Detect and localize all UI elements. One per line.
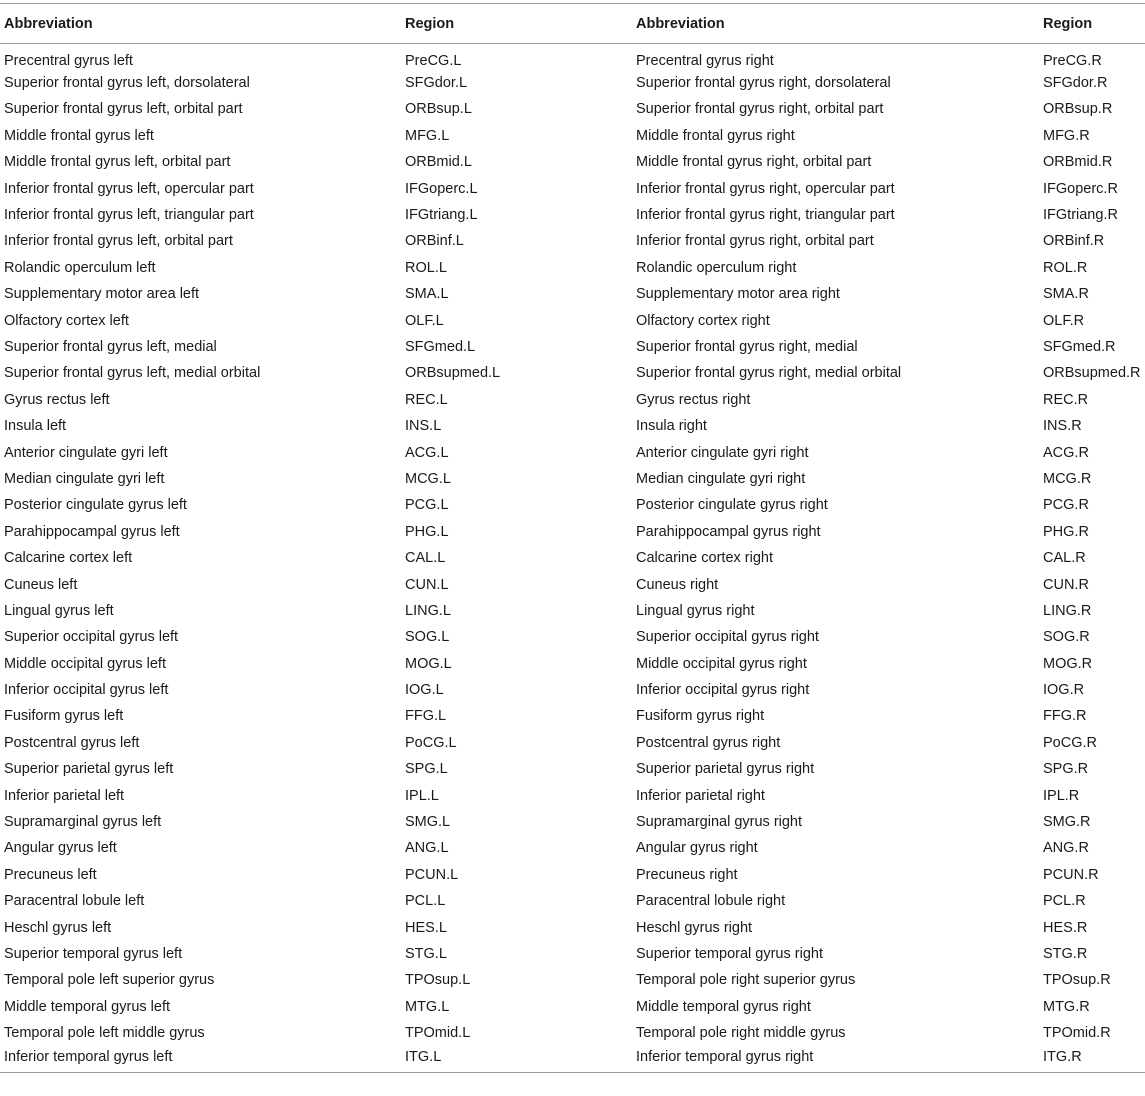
left-abbreviation-cell: LING.L: [405, 602, 451, 619]
left-abbreviation-cell: HES.L: [405, 919, 447, 936]
table-row: [0, 334, 1145, 360]
left-abbreviation-cell: CAL.L: [405, 550, 446, 567]
table-row: [0, 1020, 1145, 1046]
left-abbreviation-cell: MCG.L: [405, 470, 451, 487]
left-abbreviation-cell: CUN.L: [405, 576, 449, 593]
table-row: [0, 545, 1145, 571]
table-row: [0, 994, 1145, 1020]
right-abbreviation-cell: INS.R: [1043, 418, 1082, 435]
table-row: [0, 782, 1145, 808]
header-abbreviation-right: Abbreviation: [632, 4, 1039, 44]
left-abbreviation-cell: TPOsup.L: [405, 972, 471, 989]
left-abbreviation-cell: ITG.L: [401, 1046, 632, 1072]
left-structure-name-cell: Inferior frontal gyrus left, triangular part: [4, 207, 254, 224]
left-abbreviation-cell: ROL.L: [405, 259, 447, 276]
left-structure-name-cell: Paracentral lobule left: [4, 893, 145, 910]
right-structure-name-cell: Superior parietal gyrus right: [636, 761, 815, 778]
right-structure-name-cell: Gyrus rectus right: [636, 391, 751, 408]
right-structure-name-cell: Anterior cingulate gyri right: [636, 444, 809, 461]
right-structure-name-cell: Angular gyrus right: [636, 840, 758, 857]
left-abbreviation-cell: SMA.L: [405, 286, 449, 303]
right-abbreviation-cell: LING.R: [1043, 602, 1092, 619]
left-abbreviation-cell: IOG.L: [405, 682, 444, 699]
right-structure-name-cell: Cuneus right: [636, 576, 719, 593]
left-structure-name-cell: Inferior frontal gyrus left, orbital part: [4, 233, 233, 250]
right-structure-name-cell: Middle frontal gyrus right: [636, 127, 795, 144]
table-row: [0, 862, 1145, 888]
right-abbreviation-cell: IFGtriang.R: [1043, 207, 1118, 224]
left-abbreviation-cell: ACG.L: [405, 444, 449, 461]
table-row: [0, 70, 1145, 96]
right-abbreviation-cell: SPG.R: [1043, 761, 1089, 778]
right-structure-name-cell: Median cingulate gyri right: [636, 470, 806, 487]
right-structure-name-cell: Postcentral gyrus right: [636, 734, 781, 751]
table-row: [0, 149, 1145, 175]
left-structure-name-cell: Insula left: [4, 418, 67, 435]
left-structure-name-cell: Temporal pole left middle gyrus: [4, 1025, 205, 1042]
left-structure-name-cell: Gyrus rectus left: [4, 391, 110, 408]
right-abbreviation-cell: SMA.R: [1043, 286, 1089, 303]
right-abbreviation-cell: ORBmid.R: [1043, 154, 1113, 171]
left-abbreviation-cell: ORBsupmed.L: [405, 365, 501, 382]
table-row: [0, 835, 1145, 861]
table-row: [0, 571, 1145, 597]
header-region-right: Region: [1039, 4, 1145, 44]
right-abbreviation-cell: IFGoperc.R: [1043, 180, 1118, 197]
table-row: [0, 466, 1145, 492]
right-structure-name-cell: Inferior frontal gyrus right, triangular part: [636, 207, 895, 224]
table-row: [0, 703, 1145, 729]
right-abbreviation-cell: CAL.R: [1043, 550, 1086, 567]
left-structure-name-cell: Supramarginal gyrus left: [4, 814, 162, 831]
table-row: [0, 281, 1145, 307]
right-abbreviation-cell: SOG.R: [1043, 629, 1090, 646]
header-row: [0, 4, 1145, 44]
right-structure-name-cell: Precentral gyrus right: [636, 52, 774, 69]
table-row: [0, 228, 1145, 254]
left-abbreviation-cell: PCL.L: [405, 893, 446, 910]
right-structure-name-cell: Heschl gyrus right: [636, 919, 753, 936]
right-abbreviation-cell: PCUN.R: [1043, 866, 1099, 883]
table-row: [0, 307, 1145, 333]
right-abbreviation-cell: PHG.R: [1043, 523, 1089, 540]
right-structure-name-cell: Superior frontal gyrus right, medial orbital: [636, 365, 902, 382]
right-abbreviation-cell: ACG.R: [1043, 444, 1089, 461]
right-structure-name-cell: Lingual gyrus right: [636, 602, 755, 619]
right-structure-name-cell: Temporal pole right middle gyrus: [636, 1025, 846, 1042]
table-row: [0, 809, 1145, 835]
table-row: [0, 650, 1145, 676]
right-structure-name-cell: Precuneus right: [636, 866, 738, 883]
left-abbreviation-cell: SMG.L: [405, 814, 451, 831]
right-abbreviation-cell: HES.R: [1043, 919, 1088, 936]
table-row: [0, 175, 1145, 201]
right-abbreviation-cell: ANG.R: [1043, 840, 1089, 857]
right-abbreviation-cell: MCG.R: [1043, 470, 1092, 487]
left-structure-name-cell: Precuneus left: [4, 866, 97, 883]
table-row: [0, 387, 1145, 413]
left-structure-name-cell: Posterior cingulate gyrus left: [4, 497, 187, 514]
left-abbreviation-cell: SFGdor.L: [405, 75, 468, 92]
table-row: [0, 1046, 1145, 1072]
right-abbreviation-cell: TPOmid.R: [1043, 1025, 1111, 1042]
right-structure-name-cell: Supplementary motor area right: [636, 286, 840, 303]
right-structure-name-cell: Insula right: [636, 418, 707, 435]
right-abbreviation-cell: PCG.R: [1043, 497, 1089, 514]
left-abbreviation-cell: IPL.L: [405, 787, 439, 804]
right-structure-name-cell: Middle temporal gyrus right: [636, 998, 811, 1015]
right-abbreviation-cell: SMG.R: [1043, 814, 1091, 831]
right-abbreviation-cell: TPOsup.R: [1043, 972, 1111, 989]
left-structure-name-cell: Angular gyrus left: [4, 840, 117, 857]
right-structure-name-cell: Posterior cingulate gyrus right: [636, 497, 828, 514]
table-row: [0, 519, 1145, 545]
right-abbreviation-cell: STG.R: [1043, 945, 1088, 962]
table-row: [0, 598, 1145, 624]
left-structure-name-cell: Superior frontal gyrus left, medial: [4, 338, 217, 355]
left-abbreviation-cell: MTG.L: [405, 998, 450, 1015]
right-abbreviation-cell: ORBsupmed.R: [1043, 365, 1141, 382]
right-abbreviation-cell: SFGdor.R: [1043, 75, 1108, 92]
right-abbreviation-cell: CUN.R: [1043, 576, 1089, 593]
left-abbreviation-cell: OLF.L: [405, 312, 444, 329]
left-abbreviation-cell: SPG.L: [405, 761, 448, 778]
right-abbreviation-cell: MFG.R: [1043, 127, 1090, 144]
table-row: [0, 492, 1145, 518]
left-abbreviation-cell: PoCG.L: [405, 734, 457, 751]
right-abbreviation-cell: OLF.R: [1043, 312, 1085, 329]
table-row: [0, 439, 1145, 465]
table-row: [0, 413, 1145, 439]
left-structure-name-cell: Middle temporal gyrus left: [4, 998, 171, 1015]
left-structure-name-cell: Supplementary motor area left: [4, 286, 200, 303]
right-abbreviation-cell: FFG.R: [1043, 708, 1087, 725]
right-structure-name-cell: Inferior occipital gyrus right: [636, 682, 810, 699]
left-structure-name-cell: Inferior parietal left: [4, 787, 125, 804]
table-row: [0, 756, 1145, 782]
right-structure-name-cell: Olfactory cortex right: [636, 312, 770, 329]
left-abbreviation-cell: PreCG.L: [405, 52, 462, 69]
right-structure-name-cell: Superior temporal gyrus right: [636, 945, 823, 962]
left-abbreviation-cell: INS.L: [405, 418, 442, 435]
left-abbreviation-cell: STG.L: [405, 945, 447, 962]
right-structure-name-cell: Fusiform gyrus right: [636, 708, 765, 725]
left-abbreviation-cell: PCUN.L: [405, 866, 459, 883]
left-abbreviation-cell: ANG.L: [405, 840, 449, 857]
right-structure-name-cell: Superior frontal gyrus right, medial: [636, 338, 858, 355]
left-abbreviation-cell: ORBinf.L: [405, 233, 464, 250]
left-structure-name-cell: Superior frontal gyrus left, medial orbital: [4, 365, 261, 382]
left-structure-name-cell: Superior parietal gyrus left: [4, 761, 174, 778]
table-row: [0, 967, 1145, 993]
left-abbreviation-cell: REC.L: [405, 391, 448, 408]
left-abbreviation-cell: TPOmid.L: [405, 1025, 471, 1042]
right-structure-name-cell: Superior frontal gyrus right, orbital part: [636, 101, 884, 118]
left-structure-name-cell: Temporal pole left superior gyrus: [4, 972, 215, 989]
left-abbreviation-cell: ORBmid.L: [405, 154, 472, 171]
left-structure-name-cell: Median cingulate gyri left: [4, 470, 165, 487]
right-structure-name-cell: Paracentral lobule right: [636, 893, 786, 910]
left-abbreviation-cell: IFGtriang.L: [405, 207, 478, 224]
right-structure-name-cell: Inferior parietal right: [636, 787, 765, 804]
table-row: [0, 941, 1145, 967]
left-structure-name-cell: Inferior frontal gyrus left, opercular part: [4, 180, 254, 197]
table-row: [0, 677, 1145, 703]
left-structure-name-cell: Cuneus left: [4, 576, 78, 593]
left-structure-name-cell: Rolandic operculum left: [4, 259, 156, 276]
table-row: [0, 202, 1145, 228]
left-abbreviation-cell: MOG.L: [405, 655, 452, 672]
left-structure-name-cell: Inferior temporal gyrus left: [0, 1046, 401, 1072]
table-row: [0, 255, 1145, 281]
table-row: [0, 730, 1145, 756]
right-structure-name-cell: Rolandic operculum right: [636, 259, 797, 276]
right-abbreviation-cell: ITG.R: [1039, 1046, 1145, 1072]
table-row: [0, 96, 1145, 122]
right-abbreviation-cell: ORBinf.R: [1043, 233, 1105, 250]
left-structure-name-cell: Anterior cingulate gyri left: [4, 444, 168, 461]
table-header: [0, 4, 1145, 44]
right-structure-name-cell: Inferior frontal gyrus right, opercular part: [636, 180, 895, 197]
left-structure-name-cell: Heschl gyrus left: [4, 919, 112, 936]
right-structure-name-cell: Supramarginal gyrus right: [636, 814, 803, 831]
table-row: [0, 888, 1145, 914]
table-body: [0, 44, 1145, 1073]
table-row: [0, 360, 1145, 386]
region-abbreviation-table: [0, 3, 1145, 1073]
table-row: [0, 123, 1145, 149]
left-structure-name-cell: Lingual gyrus left: [4, 602, 114, 619]
right-abbreviation-cell: MTG.R: [1043, 998, 1090, 1015]
left-structure-name-cell: Postcentral gyrus left: [4, 734, 140, 751]
right-abbreviation-cell: SFGmed.R: [1043, 338, 1116, 355]
right-abbreviation-cell: ROL.R: [1043, 259, 1088, 276]
left-abbreviation-cell: PCG.L: [405, 497, 449, 514]
left-abbreviation-cell: SFGmed.L: [405, 338, 476, 355]
right-abbreviation-cell: ORBsup.R: [1043, 101, 1113, 118]
left-structure-name-cell: Middle occipital gyrus left: [4, 655, 166, 672]
left-abbreviation-cell: SOG.L: [405, 629, 450, 646]
left-abbreviation-cell: ORBsup.L: [405, 101, 472, 118]
right-abbreviation-cell: MOG.R: [1043, 655, 1093, 672]
right-abbreviation-cell: PoCG.R: [1043, 734, 1097, 751]
right-abbreviation-cell: REC.R: [1043, 391, 1089, 408]
right-structure-name-cell: Temporal pole right superior gyrus: [636, 972, 856, 989]
right-abbreviation-cell: PCL.R: [1043, 893, 1086, 910]
left-structure-name-cell: Superior occipital gyrus left: [4, 629, 179, 646]
left-abbreviation-cell: FFG.L: [405, 708, 447, 725]
table-row: [0, 624, 1145, 650]
right-structure-name-cell: Middle occipital gyrus right: [636, 655, 807, 672]
right-structure-name-cell: Calcarine cortex right: [636, 550, 773, 567]
left-structure-name-cell: Parahippocampal gyrus left: [4, 523, 180, 540]
right-abbreviation-cell: IPL.R: [1043, 787, 1080, 804]
left-structure-name-cell: Precentral gyrus left: [4, 52, 133, 69]
right-structure-name-cell: Inferior frontal gyrus right, orbital part: [636, 233, 874, 250]
left-structure-name-cell: Middle frontal gyrus left, orbital part: [4, 154, 231, 171]
left-structure-name-cell: Olfactory cortex left: [4, 312, 129, 329]
left-abbreviation-cell: MFG.L: [405, 127, 450, 144]
right-structure-name-cell: Inferior temporal gyrus right: [632, 1046, 1039, 1072]
right-structure-name-cell: Middle frontal gyrus right, orbital part: [636, 154, 872, 171]
left-abbreviation-cell: IFGoperc.L: [405, 180, 478, 197]
right-structure-name-cell: Parahippocampal gyrus right: [636, 523, 821, 540]
left-structure-name-cell: Superior temporal gyrus left: [4, 945, 183, 962]
header-abbreviation-left: Abbreviation: [0, 4, 401, 44]
left-structure-name-cell: Middle frontal gyrus left: [4, 127, 154, 144]
right-abbreviation-cell: PreCG.R: [1043, 52, 1102, 69]
left-abbreviation-cell: PHG.L: [405, 523, 449, 540]
header-region-left: Region: [401, 4, 632, 44]
table-row: [0, 44, 1145, 70]
left-structure-name-cell: Inferior occipital gyrus left: [4, 682, 169, 699]
right-structure-name-cell: Superior frontal gyrus right, dorsolateral: [636, 75, 891, 92]
left-structure-name-cell: Calcarine cortex left: [4, 550, 133, 567]
table-row: [0, 914, 1145, 940]
left-structure-name-cell: Superior frontal gyrus left, orbital part: [4, 101, 243, 118]
left-structure-name-cell: Fusiform gyrus left: [4, 708, 124, 725]
right-abbreviation-cell: IOG.R: [1043, 682, 1085, 699]
left-structure-name-cell: Superior frontal gyrus left, dorsolateral: [4, 75, 250, 92]
right-structure-name-cell: Superior occipital gyrus right: [636, 629, 819, 646]
